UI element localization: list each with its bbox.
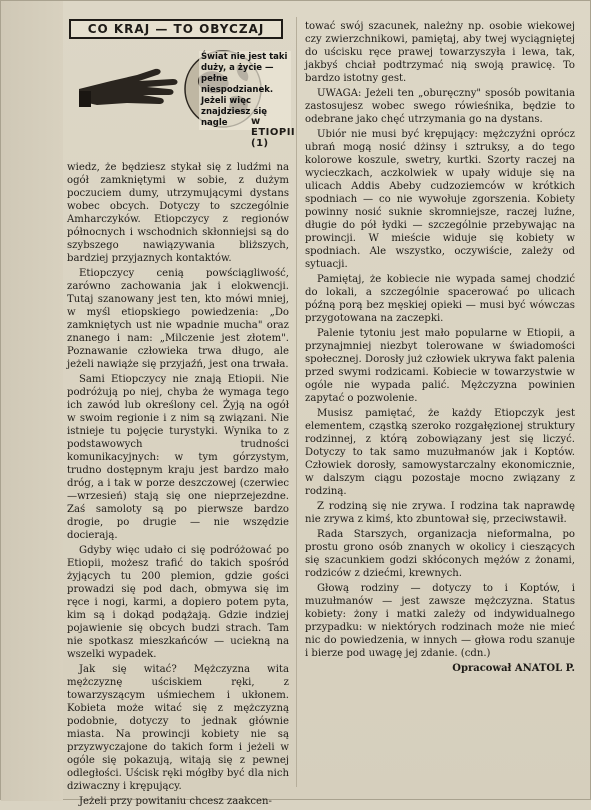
article-header [69, 19, 296, 159]
paragraph: wiedz, że będziesz stykał się z ludźmi na ogół zamkniętymi w sobie, z dużym poczuciem dumy, utrzymującymi dystans wobec obcych. Dotyczy to szczególnie Amharczyków. Etiopczycy z regionów północnych i wschodnich skłonniejsi są do szybszego nawiązywania bliższych, bardziej przyjaznych kontaktów. [67, 162, 289, 264]
paragraph: Ubiór nie musi być krępujący: mężczyźni oprócz ubrań mogą nosić dżinsy i sztruksy, a do tego kolorowe koszule, swetry, kurtki. Szorty raczej na wycieczkach, aczkolwiek w upały widuje się na ulicach Addis Abeby cudzoziemców w krótkich spodniach — co nie wywołuje zgorszenia. Kobiety powinny nosić suknie skromniejsze, raczej luźne, długie do pół łydki — szczególnie przebywając na prowincji. W mieście widuje się kobiety w spodniach. Ale wszystko, oczywiście, zależy od sytuacji. [305, 129, 575, 270]
header-country-title: w ETIOPII (1) [251, 116, 296, 149]
author-signature: Opracował ANATOL P. [452, 663, 575, 674]
paragraph: tować swój szacunek, należny np. osobie wiekowej czy zwierzchnikowi, pamiętaj, aby twej wyciągniętej do uścisku ręce prawej towarzyszyła i lewa, tak, jakbyś chciał podtrzymać nią swoją prawicę. To bardzo istotny gest. [305, 21, 575, 84]
paragraph: Sami Etiopczycy nie znają Etiopii. Nie podróżują po niej, chyba że wymaga tego ich zawód lub określony cel. Żyją na ogół w swoim regionie i z nim są związani. Nie istnieje tu pojęcie turystyki. Wynika to z podstawowych trudności komunikacyjnych: w tym górzystym, trudno dostępnym kraju jest bardzo mało dróg, a i tak w porze deszczowej (czerwiec—wrzesień) stają się one nieprzejezdne. Zaś samoloty są po pierwsze bardzo drogie, po drugie — nie wszędzie docierają. [67, 374, 289, 541]
paragraph: Palenie tytoniu jest mało popularne w Etiopii, a przynajmniej niezbyt tolerowane w świadomości społecznej. Dorosły już człowiek ukrywa fakt palenia przed swymi rodzicami. Kobiecie w towarzystwie w ogóle nie wypada palić. Mężczyzna powinien zapytać o pozwolenie. [305, 328, 575, 404]
paragraph: Gdyby więc udało ci się podróżować po Etiopii, możesz trafić do takich spośród żyjących tu 200 plemion, gdzie gości prowadzi się pod dach, obmywa się im ręce i nogi, karmi, a dopiero potem pyta, kim są i dokąd podążają. Gdzie indziej pojawienie się obcych budzi strach. Tam nie spotkasz mieszkańców — uciekną na wszelki wypadek. [67, 545, 289, 660]
left-column [67, 161, 289, 810]
right-column [305, 20, 575, 675]
paragraph: Musisz pamiętać, że każdy Etiopczyk jest elementem, cząstką szeroko rozgałęzionej struktury rodzinnej, z którą zobowiązany jest się liczyć. Dotyczy to tak samo muzułmanów jak i Koptów. Człowiek dorosły, samowystarczalny ekonomicznie, w dalszym ciągu pozostaje mocno związany z rodziną. [305, 408, 575, 497]
paragraph: Etiopczycy cenią powściągliwość, zarówno zachowania jak i elokwencji. Tutaj szanowany jest ten, kto mówi mniej, w myśl etiopskiego powiedzenia: „Do zamkniętych ust nie wpadnie mucha" oraz znanego i nam: „Milczenie jest złotem". Poznawanie człowieka trwa długo, ale jeżeli nawiąże się przyjaźń, jest ona trwała. [67, 268, 289, 370]
paragraph: Jak się witać? Mężczyzna wita mężczyznę uściskiem ręki, z towarzyszącym uśmiechem i ukłonem. Kobieta może witać się z mężczyzną podobnie, dotyczy to jednak głównie miasta. Na prowincji kobiety nie są przyzwyczajone do takich form i jeżeli w ogóle się pokazują, witają się z pewnej odległości. Uścisk ręki mógłby być dla nich dziwaczny i krępujący. [67, 664, 289, 792]
section-banner: CO KRAJ — TO OBYCZAJ [69, 19, 283, 39]
header-tagline: Świat nie jest taki duży, a życie — pełne niespodzianek. Jeżeli więc znajdziesz się nagle [199, 51, 291, 130]
paragraph: Pamiętaj, że kobiecie nie wypada samej chodzić do lokali, a szczególnie spacerować po ulicach późną porą bez męskiej opieki — musi być wówczas przygotowana na zaczepki. [305, 274, 575, 324]
column-divider [296, 17, 297, 787]
paragraph: Jeżeli przy powitaniu chcesz zaakcen- [79, 796, 272, 807]
paragraph: Rada Starszych, organizacja nieformalna, po prostu grono osób znanych w okolicy i cieszących się szacunkiem godzi skłóconych mężów z żonami, rodziców z dziećmi, krewnych. [305, 529, 575, 579]
pointing-hand-illustration [77, 51, 197, 111]
page-edge-shadow [1, 1, 63, 801]
paragraph: UWAGA: Jeżeli ten „oburęczny" sposób powitania zastosujesz wobec swego rówieśnika, będzie to odebrane jako chęć utrzymania go na dystans. [305, 88, 575, 125]
paragraph: Głową rodziny — dotyczy to i Koptów, i muzułmanów — jest zawsze mężczyzna. Status kobiety: żony i matki zależy od indywidualnego przypadku: w niektórych rodzinach może nie mieć nic do powiedzenia, w innych — głowa rodu szanuje i bierze pod uwagę jej zdanie. (cdn.) [305, 583, 575, 659]
paragraph: Z rodziną się nie zrywa. I rodzina tak naprawdę nie zrywa z kimś, kto zbuntował się, przeciwstawił. [305, 501, 575, 525]
